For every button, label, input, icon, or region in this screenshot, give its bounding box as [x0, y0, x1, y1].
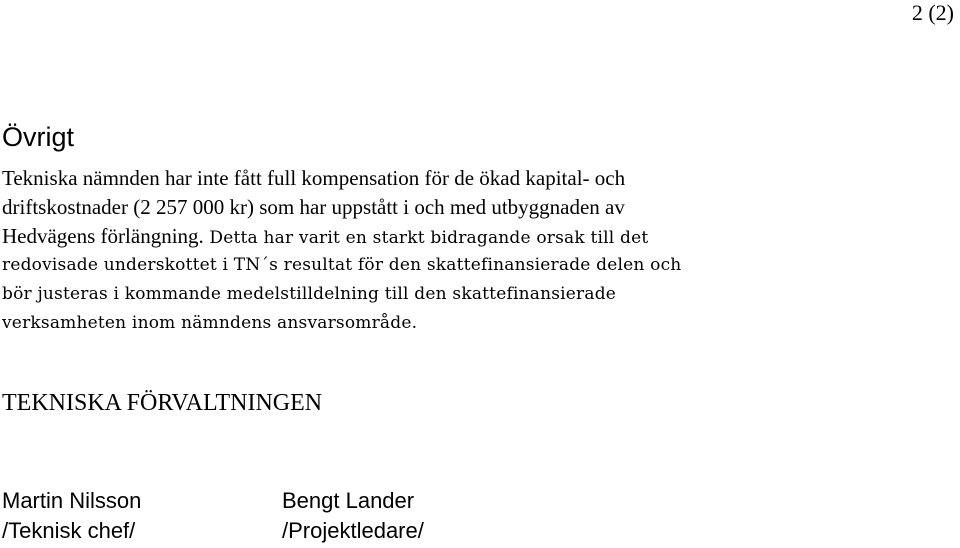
signature-block — [282, 486, 424, 546]
signatory-name: Bengt Lander — [282, 488, 415, 513]
paragraph-line: bör justeras i kommande medelstilldelning till den skattefinansierade — [2, 284, 617, 304]
paragraph-line: Tekniska nämnden har inte fått full kompensation för de ökad kapital- och — [2, 166, 626, 190]
department-name: TEKNISKA FÖRVALTNINGEN — [2, 390, 323, 416]
page-number: 2 (2) — [911, 0, 954, 25]
paragraph-line-start: Hedvägens förlängning. — [2, 224, 204, 248]
signature-block — [2, 486, 141, 546]
paragraph-line: redovisade underskottet i TN´s resultat för den skattefinansierade delen och — [2, 255, 682, 275]
section-paragraph — [2, 164, 802, 338]
signatory-role: /Teknisk chef/ — [2, 518, 136, 543]
paragraph-line-continuation: Detta har varit en starkt bidragande orsak till det — [203, 228, 649, 248]
signatory-role: /Projektledare/ — [282, 518, 424, 543]
section-title: Övrigt — [2, 122, 75, 152]
paragraph-line: verksamheten inom nämndens ansvarsområde. — [2, 313, 418, 333]
signatory-name: Martin Nilsson — [2, 488, 142, 513]
paragraph-line: driftskostnader (2 257 000 kr) som har uppstått i och med utbyggnaden av — [2, 195, 625, 219]
paragraph-line — [2, 222, 802, 251]
